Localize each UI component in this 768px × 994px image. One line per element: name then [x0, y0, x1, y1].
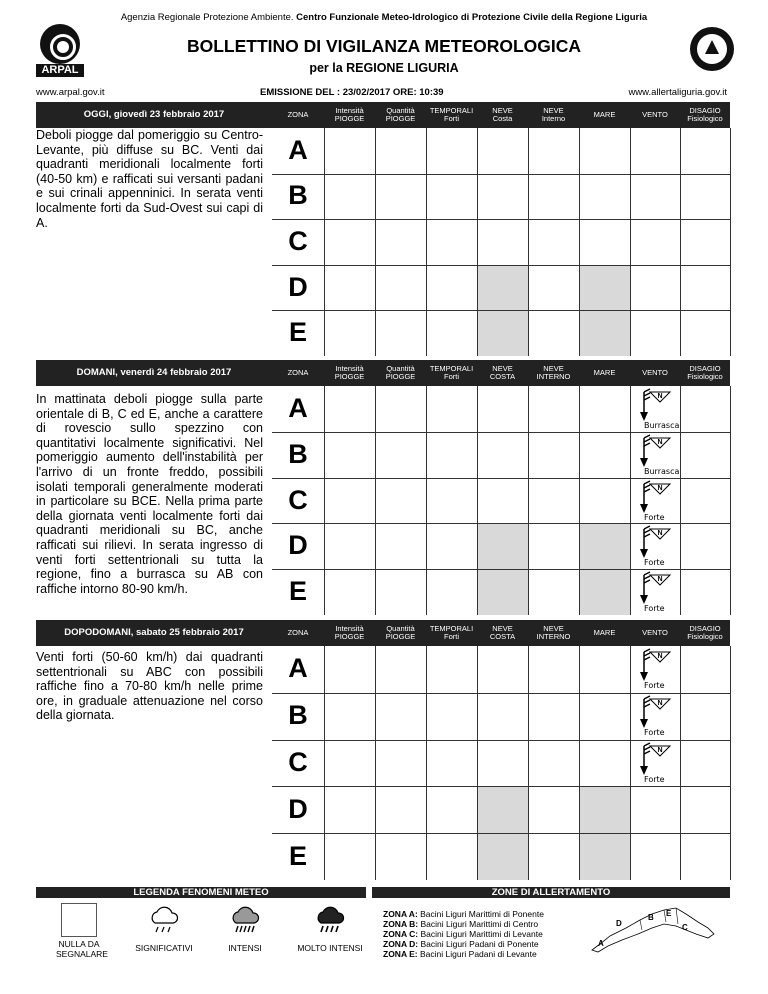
- map-label-d: D: [616, 919, 622, 928]
- section-day-after: [36, 620, 730, 880]
- section-header: [36, 620, 730, 646]
- legend-none: [44, 903, 114, 959]
- forecast-description: Deboli piogge dal pomeriggio su Centro-Levante, più diffuse su BC. Venti dai quadranti meridionali localmente forti (40-50 km) e rafficati sui versanti padani e sui crinali appenninici. In serata venti localmente forti da Sud-Ovest sui capi di A.: [36, 128, 263, 230]
- zone-letter-e: E: [288, 317, 307, 348]
- zone-letter-a: A: [288, 392, 308, 423]
- cloud-rain-intense-icon: [228, 903, 262, 937]
- not-applicable-cell: [477, 786, 528, 833]
- grid-line: [375, 128, 376, 356]
- not-applicable-cell: [579, 523, 630, 569]
- wind-direction-letter: N: [657, 653, 663, 660]
- column-header: DISAGIO Fisiologico: [687, 106, 723, 123]
- zone-letter-e: E: [288, 576, 307, 607]
- zone-line-b: ZONA B: Bacini Liguri Marittimi di Centro: [383, 919, 539, 929]
- wind-strength-label: Forte: [644, 558, 665, 568]
- arpal-logo-text: ARPAL: [36, 64, 84, 77]
- grid-line: [630, 128, 631, 356]
- grid-line: [680, 128, 681, 356]
- grid-line: [528, 646, 529, 880]
- zone-letter-a: A: [288, 134, 308, 165]
- legend-empty-box-icon: [61, 903, 97, 937]
- grid-line: [579, 646, 580, 880]
- day-title: DOPODOMANI, sabato 25 febbraio 2017: [64, 627, 244, 638]
- wind-indicator-a: [634, 388, 678, 434]
- cloud-rain-light-icon: [147, 903, 181, 937]
- grid-line: [730, 386, 731, 615]
- legend-intense: [210, 903, 280, 953]
- forecast-description: Venti forti (50-60 km/h) dai quadranti settentrionali su ABC con possibili raffiche fino a 70-80 km/h nelle prime ore, in graduale attenuazione nel corso della giornata.: [36, 650, 263, 723]
- grid-line: [579, 128, 580, 356]
- zones-title: ZONE DI ALLERTAMENTO: [372, 887, 730, 898]
- wind-arrow-icon: [634, 388, 678, 422]
- not-applicable-cell: [579, 310, 630, 356]
- agency-plain: Agenzia Regionale Protezione Ambiente.: [120, 12, 297, 23]
- column-header: MARE: [593, 368, 616, 377]
- wind-indicator-c: [634, 480, 678, 526]
- column-header: Quantità PIOGGE: [385, 106, 416, 123]
- map-label-c: C: [682, 923, 688, 932]
- column-header: TEMPORALI Forti: [429, 364, 474, 381]
- column-header: TEMPORALI Forti: [429, 624, 474, 641]
- zone-letter-d: D: [288, 530, 308, 561]
- grid-line: [324, 386, 325, 615]
- zone-letter-c: C: [288, 484, 308, 515]
- column-header: VENTO: [642, 110, 668, 119]
- agency-line: [0, 12, 768, 23]
- grid-line: [477, 128, 478, 356]
- grid-line: [528, 386, 529, 615]
- page-subtitle: per la REGIONE LIGURIA: [309, 61, 459, 75]
- day-title: DOMANI, venerdì 24 febbraio 2017: [76, 367, 232, 378]
- grid-line: [324, 646, 325, 880]
- column-header: Quantità PIOGGE: [385, 364, 416, 381]
- forecast-description: In mattinata deboli piogge sulla parte orientale di B, C ed E, anche a carattere di rovescio sullo spezzino con quantitativi localmente significativi. Nel pomeriggio aumento dell'instabilità per l'arrivo di un fronte freddo, possibili isolati temporali generalmente moderati in particolare su BCE. Nella prima parte della giornata venti localmente forti dai quadranti meridionali su BC, anche rafficati sui rilievi. In serata ingresso di venti forti settentrionali su tutta la regione, fino a burrasca su AB con raffiche intorno 80-90 km/h.: [36, 392, 263, 596]
- column-header: Intensità PIOGGE: [334, 624, 365, 641]
- section-tomorrow: [36, 360, 730, 615]
- wind-direction-letter: N: [657, 484, 663, 492]
- column-header: MARE: [593, 110, 616, 119]
- section-header: [36, 102, 730, 128]
- protezione-civile-logo: [690, 27, 734, 71]
- wind-direction-letter: N: [657, 438, 663, 446]
- wind-strength-label: Burrasca: [644, 421, 680, 430]
- page-title: BOLLETTINO DI VIGILANZA METEOROLOGICA: [186, 36, 582, 56]
- not-applicable-cell: [579, 833, 630, 880]
- grid-line: [426, 128, 427, 356]
- grid-line: [477, 386, 478, 615]
- zone-letter-b: B: [288, 180, 308, 211]
- agency-bold: Centro Funzionale Meteo-Idrologico di Protezione Civile della Regione Liguria: [296, 12, 648, 23]
- zone-list: [383, 909, 544, 959]
- not-applicable-cell: [579, 265, 630, 311]
- wind-direction-letter: N: [657, 699, 663, 707]
- wind-direction-letter: N: [657, 530, 663, 538]
- legend-intense-label: INTENSI: [228, 943, 262, 953]
- section-today: [36, 102, 730, 356]
- wind-indicator-a: [634, 648, 678, 694]
- wind-direction-letter: N: [657, 746, 663, 754]
- grid-line: [680, 646, 681, 880]
- wind-strength-label: Forte: [644, 512, 665, 522]
- grid-line: [324, 128, 325, 356]
- website-left-link[interactable]: www.arpal.gov.it: [36, 87, 105, 98]
- grid-line: [272, 265, 730, 266]
- column-header: NEVE Costa: [492, 106, 513, 123]
- legend-very-intense-label: MOLTO INTENSI: [297, 943, 363, 953]
- grid-line: [730, 646, 731, 880]
- grid-line: [730, 128, 731, 356]
- not-applicable-cell: [477, 523, 528, 569]
- map-label-b: B: [648, 913, 654, 922]
- column-header: VENTO: [642, 628, 668, 637]
- wind-arrow-icon: [634, 480, 678, 514]
- zone-letter-d: D: [288, 271, 308, 302]
- column-header: Intensità PIOGGE: [334, 364, 365, 381]
- legend-very-intense: [290, 903, 370, 953]
- zone-letter-d: D: [288, 793, 308, 824]
- column-header: DISAGIO Fisiologico: [687, 364, 723, 381]
- zone-letter-a: A: [288, 653, 308, 684]
- map-label-a: A: [598, 939, 604, 948]
- not-applicable-cell: [579, 786, 630, 833]
- wind-arrow-icon: [634, 434, 678, 468]
- column-header: Quantità PIOGGE: [385, 624, 416, 641]
- not-applicable-cell: [477, 310, 528, 356]
- wind-indicator-c: [634, 742, 678, 788]
- grid-line: [528, 128, 529, 356]
- column-header: Intensità PIOGGE: [334, 106, 365, 123]
- grid-line: [375, 386, 376, 615]
- liguria-zones-map: [590, 900, 720, 956]
- wind-strength-label: Forte: [644, 727, 665, 737]
- wind-strength-label: Forte: [644, 681, 665, 690]
- wind-strength-label: Burrasca: [644, 466, 680, 476]
- column-header: TEMPORALI Forti: [429, 106, 474, 123]
- wind-arrow-icon: [634, 695, 678, 729]
- legend-title: LEGENDA FENOMENI METEO: [36, 887, 366, 898]
- wind-strength-label: Forte: [644, 774, 665, 784]
- zone-letter-b: B: [288, 700, 308, 731]
- website-right-link[interactable]: www.allertaliguria.gov.it: [628, 87, 727, 98]
- wind-direction-letter: N: [657, 576, 663, 584]
- grid-line: [579, 386, 580, 615]
- not-applicable-cell: [477, 265, 528, 311]
- grid-line: [477, 646, 478, 880]
- not-applicable-cell: [477, 833, 528, 880]
- legend-significant: [126, 903, 202, 953]
- grid-line: [272, 310, 730, 311]
- wind-arrow-icon: [634, 648, 678, 682]
- grid-line: [630, 386, 631, 615]
- grid-line: [375, 646, 376, 880]
- map-label-e: E: [666, 909, 672, 918]
- zone-letter-e: E: [288, 840, 307, 871]
- grid-line: [272, 833, 730, 834]
- grid-line: [272, 219, 730, 220]
- legend-none-label: NULLA DA SEGNALARE: [56, 939, 108, 959]
- zone-line-e: ZONA E: Bacini Liguri Padani di Levante: [383, 949, 537, 959]
- zone-line-a: ZONA A: Bacini Liguri Marittimi di Ponente: [383, 909, 544, 919]
- not-applicable-cell: [579, 569, 630, 615]
- column-header: NEVE INTERNO: [536, 364, 571, 381]
- zone-letter-c: C: [288, 747, 308, 777]
- wind-indicator-d: [634, 525, 678, 571]
- wind-indicator-b: [634, 695, 678, 741]
- wind-indicator-b: [634, 434, 678, 480]
- column-header: NEVE INTERNO: [536, 624, 571, 641]
- column-header: NEVE Interno: [541, 106, 566, 123]
- column-header: DISAGIO Fisiologico: [687, 624, 723, 641]
- wind-arrow-icon: [634, 525, 678, 559]
- legend-significant-label: SIGNIFICATIVI: [135, 943, 193, 953]
- column-header: ZONA: [287, 110, 309, 119]
- grid-line: [680, 386, 681, 615]
- column-header: ZONA: [287, 368, 309, 377]
- wind-direction-letter: N: [657, 393, 663, 400]
- cloud-thunderstorm-icon: [313, 903, 347, 937]
- column-header: VENTO: [642, 368, 668, 377]
- wind-arrow-icon: [634, 742, 678, 776]
- zone-line-d: ZONA D: Bacini Liguri Padani di Ponente: [383, 939, 539, 949]
- wind-strength-label: Forte: [644, 604, 665, 614]
- grid-line: [426, 386, 427, 615]
- not-applicable-cell: [477, 569, 528, 615]
- wind-indicator-e: [634, 571, 678, 617]
- day-title: OGGI, giovedì 23 febbraio 2017: [83, 109, 225, 120]
- zone-letter-c: C: [288, 226, 308, 256]
- zone-line-c: ZONA C: Bacini Liguri Marittimi di Levante: [383, 929, 543, 939]
- zone-letter-b: B: [288, 438, 308, 469]
- column-header: MARE: [593, 628, 616, 637]
- column-header: NEVE COSTA: [489, 364, 516, 381]
- emission-date: EMISSIONE DEL : 23/02/2017 ORE: 10:39: [260, 87, 444, 98]
- section-header: [36, 360, 730, 386]
- wind-arrow-icon: [634, 571, 678, 605]
- column-header: NEVE COSTA: [489, 624, 516, 641]
- grid-line: [272, 174, 730, 175]
- grid-line: [426, 646, 427, 880]
- column-header: ZONA: [287, 628, 309, 637]
- grid-line: [630, 646, 631, 880]
